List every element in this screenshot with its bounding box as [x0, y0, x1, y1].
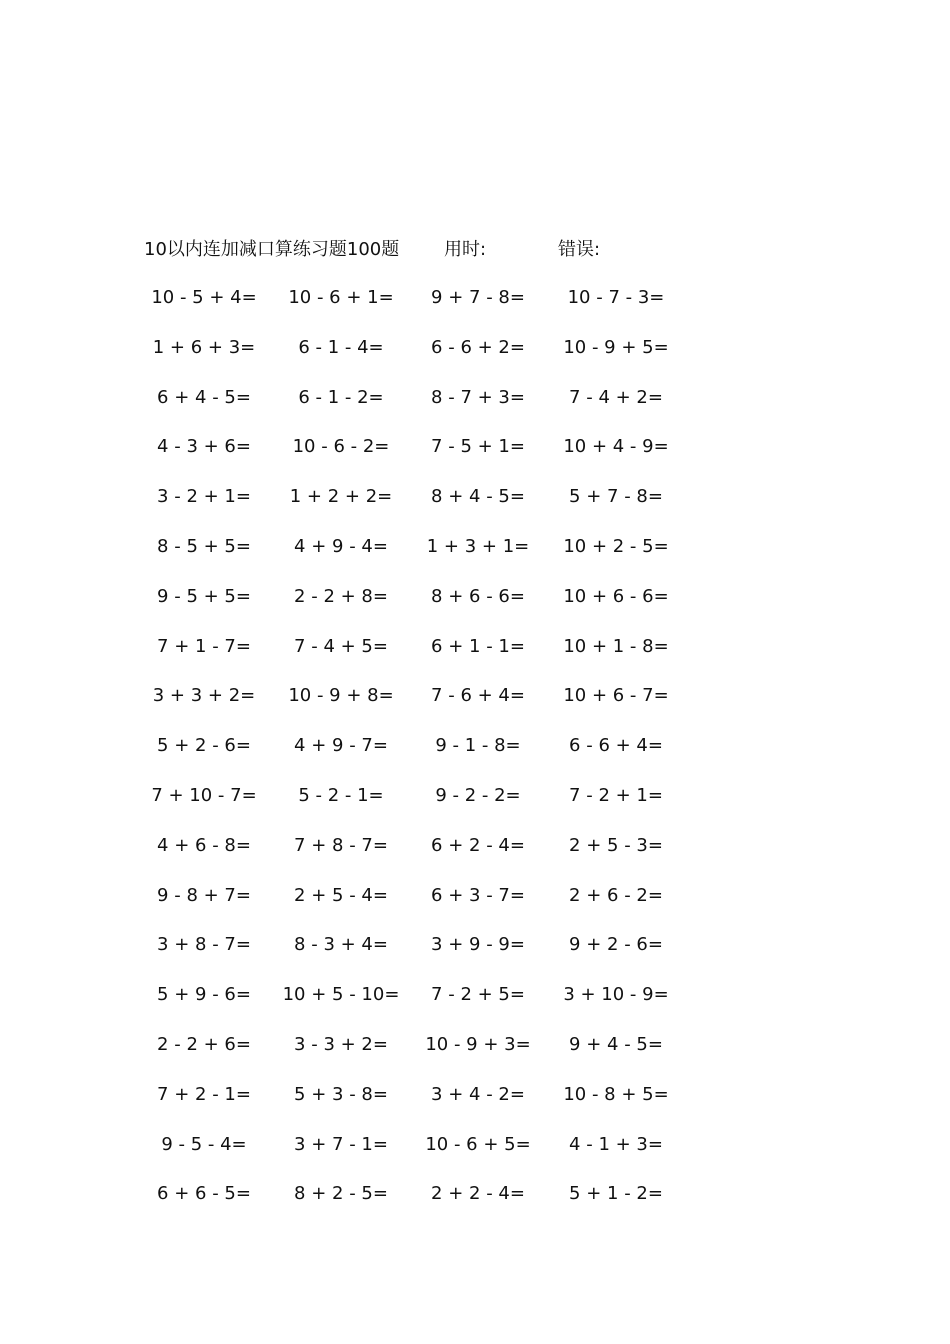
problem-row [120, 633, 720, 683]
arithmetic-problem: 6 - 6 + 4= [569, 735, 663, 757]
arithmetic-problem: 8 + 6 - 6= [431, 585, 525, 607]
problem-row [120, 384, 720, 434]
problem-row [120, 1131, 720, 1181]
arithmetic-problem: 5 + 3 - 8= [294, 1083, 388, 1105]
arithmetic-problem: 8 + 4 - 5= [431, 486, 525, 508]
problem-row [120, 284, 720, 334]
time-label: 用时: [444, 239, 487, 260]
arithmetic-problem: 8 + 2 - 5= [294, 1183, 388, 1205]
arithmetic-problem: 2 + 6 - 2= [569, 884, 663, 906]
arithmetic-problem: 9 - 1 - 8= [435, 735, 521, 757]
arithmetic-problem: 4 - 3 + 6= [157, 436, 251, 458]
problem-row [120, 682, 720, 732]
arithmetic-problem: 2 + 5 - 3= [569, 834, 663, 856]
problem-row [120, 1031, 720, 1081]
arithmetic-problem: 5 + 1 - 2= [569, 1183, 663, 1205]
arithmetic-problem: 8 - 7 + 3= [431, 386, 525, 408]
arithmetic-problem: 7 - 4 + 5= [294, 635, 388, 657]
arithmetic-problem: 10 - 6 - 2= [292, 436, 390, 458]
arithmetic-problem: 6 + 2 - 4= [431, 834, 525, 856]
arithmetic-problem: 10 + 4 - 9= [563, 436, 669, 458]
arithmetic-problem: 7 + 10 - 7= [151, 784, 257, 806]
arithmetic-problem: 10 - 9 + 5= [563, 336, 669, 358]
arithmetic-problem: 9 - 5 + 5= [157, 585, 251, 607]
arithmetic-problem: 1 + 3 + 1= [426, 535, 530, 557]
arithmetic-problem: 10 + 6 - 7= [563, 685, 669, 707]
arithmetic-problem: 9 - 2 - 2= [435, 784, 521, 806]
arithmetic-problem: 10 + 6 - 6= [563, 585, 669, 607]
arithmetic-problem: 10 - 5 + 4= [151, 287, 257, 308]
arithmetic-problem: 6 + 6 - 5= [157, 1183, 251, 1205]
arithmetic-problem: 10 + 2 - 5= [563, 535, 669, 557]
arithmetic-problem: 5 + 7 - 8= [569, 486, 663, 508]
arithmetic-problem: 6 + 3 - 7= [431, 884, 525, 906]
arithmetic-problem: 9 + 4 - 5= [569, 1033, 663, 1055]
arithmetic-problem: 8 - 3 + 4= [294, 934, 388, 956]
arithmetic-problem: 10 + 5 - 10= [282, 984, 400, 1006]
problem-row [120, 782, 720, 832]
arithmetic-problem: 2 - 2 + 8= [294, 585, 388, 607]
arithmetic-problem: 2 - 2 + 6= [157, 1033, 251, 1055]
error-label: 错误: [558, 239, 601, 260]
arithmetic-problem: 4 - 1 + 3= [569, 1133, 663, 1155]
arithmetic-problem: 10 + 1 - 8= [563, 635, 669, 657]
problem-row [120, 1180, 720, 1230]
problem-row [120, 832, 720, 882]
arithmetic-problem: 3 + 3 + 2= [152, 685, 256, 707]
arithmetic-problem: 5 - 2 - 1= [298, 784, 384, 806]
arithmetic-problem: 3 + 10 - 9= [563, 984, 669, 1006]
arithmetic-problem: 7 - 4 + 2= [569, 386, 663, 408]
arithmetic-problem: 5 + 9 - 6= [157, 984, 251, 1006]
worksheet-title: 10以内连加减口算练习题100题 [144, 239, 400, 260]
arithmetic-problem: 6 - 1 - 2= [298, 386, 384, 408]
arithmetic-problem: 6 - 6 + 2= [431, 336, 525, 358]
arithmetic-problem: 7 - 5 + 1= [431, 436, 525, 458]
arithmetic-problem: 9 + 7 - 8= [431, 287, 525, 308]
problem-row [120, 533, 720, 583]
arithmetic-problem: 7 + 8 - 7= [294, 834, 388, 856]
arithmetic-problem: 10 - 8 + 5= [563, 1083, 669, 1105]
problem-row [120, 732, 720, 782]
arithmetic-problem: 10 - 6 + 5= [425, 1133, 531, 1155]
arithmetic-problem: 3 + 8 - 7= [157, 934, 251, 956]
arithmetic-problem: 1 + 2 + 2= [289, 486, 393, 508]
problem-row [120, 483, 720, 533]
arithmetic-problem: 7 - 6 + 4= [431, 685, 525, 707]
problem-row [120, 583, 720, 633]
arithmetic-problem: 6 + 4 - 5= [157, 386, 251, 408]
arithmetic-problem: 9 - 5 - 4= [161, 1133, 247, 1155]
arithmetic-problem: 10 - 6 + 1= [288, 287, 394, 308]
arithmetic-problem: 9 + 2 - 6= [569, 934, 663, 956]
arithmetic-problem: 10 - 9 + 3= [425, 1033, 531, 1055]
problem-row [120, 931, 720, 981]
arithmetic-problem: 2 + 5 - 4= [294, 884, 388, 906]
problem-row [120, 981, 720, 1031]
arithmetic-problem: 9 - 8 + 7= [157, 884, 251, 906]
arithmetic-problem: 7 + 2 - 1= [157, 1083, 251, 1105]
arithmetic-problem: 6 + 1 - 1= [431, 635, 525, 657]
arithmetic-problem: 7 - 2 + 5= [431, 984, 525, 1006]
arithmetic-problem: 2 + 2 - 4= [431, 1183, 525, 1205]
arithmetic-problem: 3 + 9 - 9= [431, 934, 525, 956]
worksheet-header [0, 236, 950, 264]
arithmetic-problem: 10 - 9 + 8= [288, 685, 394, 707]
arithmetic-problem: 7 - 2 + 1= [569, 784, 663, 806]
arithmetic-problem: 10 - 7 - 3= [567, 287, 665, 308]
arithmetic-problem: 6 - 1 - 4= [298, 336, 384, 358]
arithmetic-problem: 4 + 9 - 7= [294, 735, 388, 757]
arithmetic-problem: 3 + 4 - 2= [431, 1083, 525, 1105]
problem-grid [120, 284, 720, 1230]
arithmetic-problem: 1 + 6 + 3= [152, 336, 256, 358]
arithmetic-problem: 4 + 9 - 4= [294, 535, 388, 557]
arithmetic-problem: 8 - 5 + 5= [157, 535, 251, 557]
problem-row [120, 1081, 720, 1131]
problem-row [120, 882, 720, 932]
arithmetic-problem: 5 + 2 - 6= [157, 735, 251, 757]
arithmetic-problem: 3 - 3 + 2= [294, 1033, 388, 1055]
arithmetic-problem: 3 - 2 + 1= [157, 486, 251, 508]
problem-row [120, 433, 720, 483]
problem-row [120, 334, 720, 384]
arithmetic-problem: 7 + 1 - 7= [157, 635, 251, 657]
arithmetic-problem: 3 + 7 - 1= [294, 1133, 388, 1155]
arithmetic-problem: 4 + 6 - 8= [157, 834, 251, 856]
